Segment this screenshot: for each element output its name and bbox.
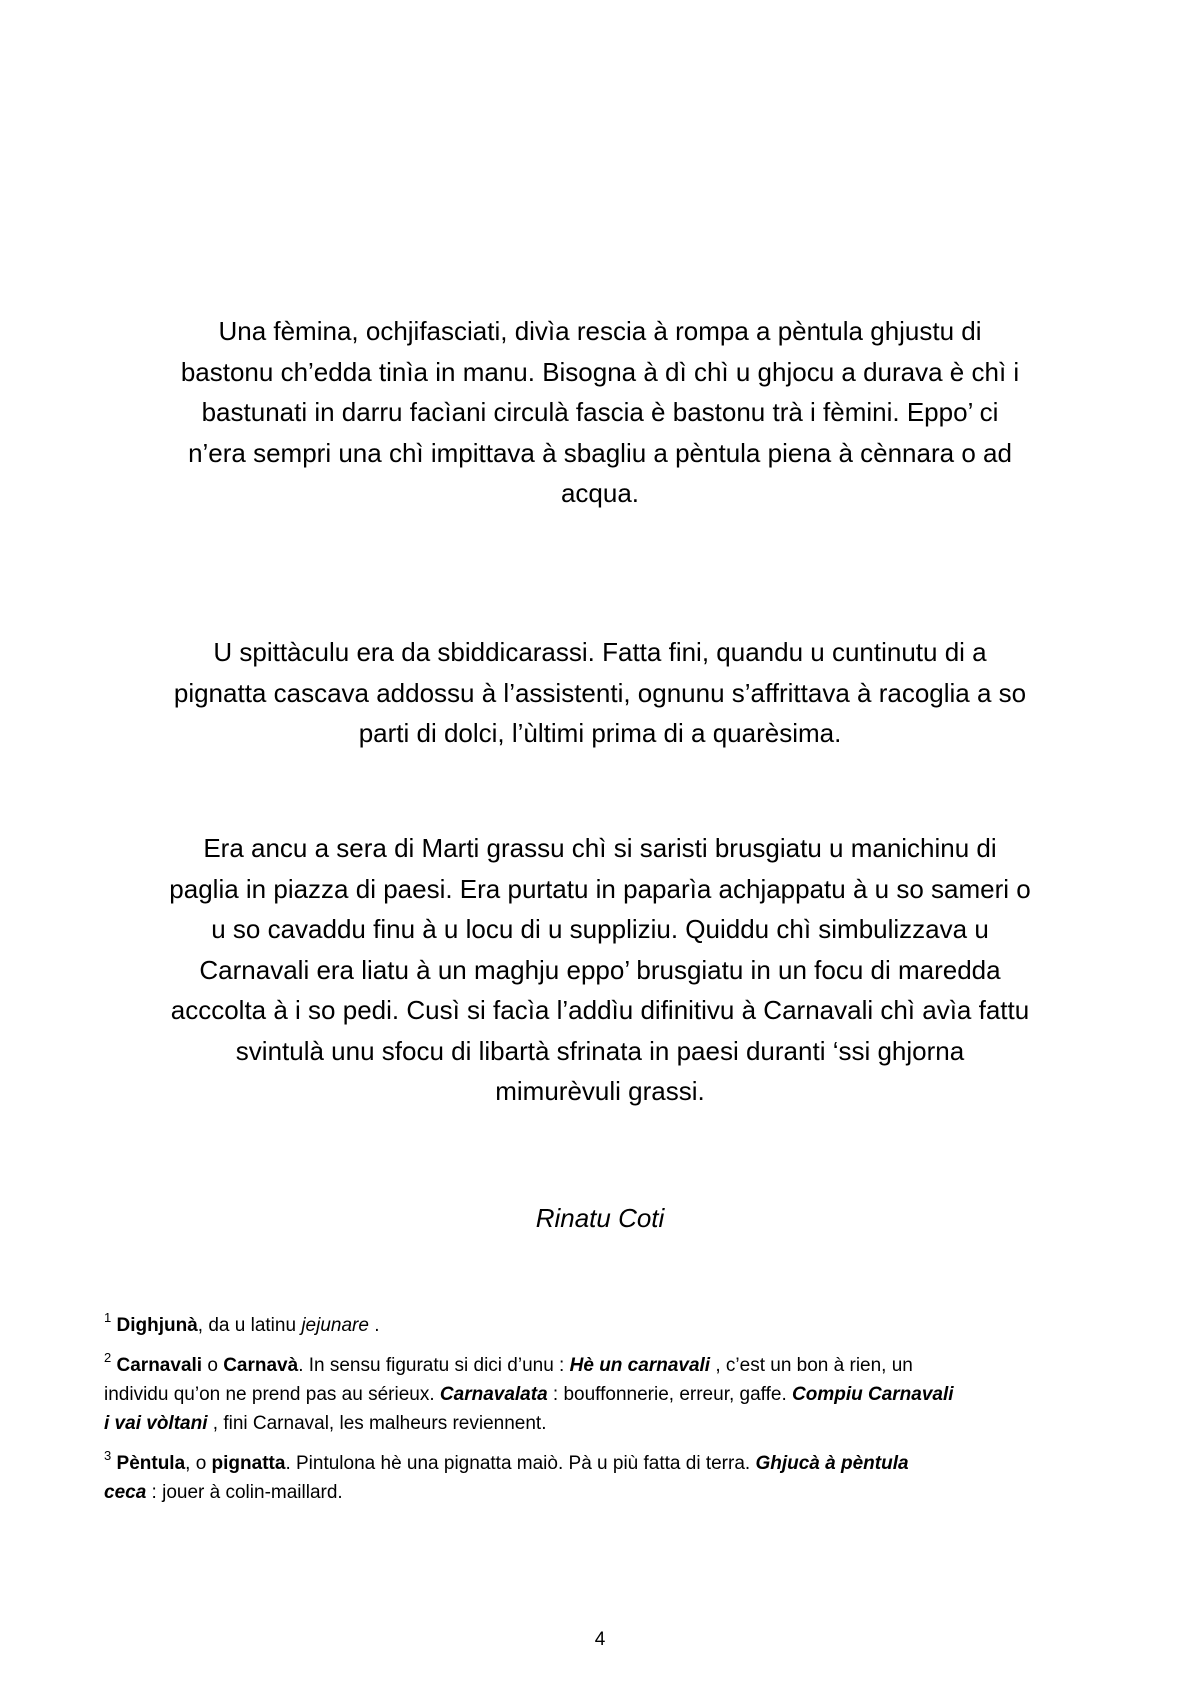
footnote-text: : bouffonnerie, erreur, gaffe. (547, 1384, 792, 1405)
footnote-line (104, 1409, 1104, 1438)
footnote-text: , da u latinu (197, 1315, 302, 1336)
footnote-text: individu qu’on ne prend pas au sérieux. (104, 1384, 440, 1405)
paragraph-line: svintulà unu sfocu di libartà sfrinata in paesi duranti ‘ssi ghjorna (235, 1035, 965, 1066)
paragraph-1 (100, 311, 1100, 514)
footnote-line (104, 1449, 1104, 1478)
paragraph-line: U spittàculu era da sbiddicarassi. Fatta fini, quandu u cuntinutu di a (213, 637, 987, 667)
paragraph-line: Era ancu a sera di Marti grassu chì si saristi brusgiatu u manichinu di (203, 833, 997, 863)
footnotes (104, 1311, 1104, 1518)
footnote-text: . In sensu figuratu si dici d’unu : (298, 1355, 570, 1376)
paragraph-3 (100, 828, 1100, 1112)
footnote-number: 1 (104, 1309, 112, 1325)
footnote-phrase: Carnavalata (439, 1384, 548, 1405)
footnote-text: o (202, 1355, 224, 1376)
footnote-number: 2 (104, 1349, 112, 1365)
footnote-phrase: i vai vòltani (104, 1413, 208, 1434)
footnote-phrase: Compiu Carnavali (792, 1384, 954, 1405)
paragraph-line: bastunati in darru facìani circulà fascia è bastonu trà i fèmini. Eppo’ ci (201, 397, 999, 427)
footnote-line (104, 1380, 1104, 1409)
footnote-line (104, 1311, 1104, 1340)
footnote-text: , o (185, 1453, 212, 1474)
author-signature: Rinatu Coti (535, 1203, 665, 1233)
paragraph-line: u so cavaddu finu à u locu di u suppliziu. Quiddu chì simbulizzava u (211, 914, 989, 944)
paragraph-line: pignatta cascava addossu à l’assistenti, ognunu s’affrittava à racoglia a so (173, 677, 1027, 708)
footnote-2 (104, 1351, 1104, 1438)
footnote-line (104, 1351, 1104, 1380)
footnote-term: pignatta (211, 1453, 286, 1474)
footnote-line (104, 1478, 1104, 1507)
paragraph-line: paglia in piazza di paesi. Era purtatu in paparìa achjappatu à u so sameri o (169, 873, 1031, 904)
paragraph-line: Carnavali era liatu à un maghju eppo’ brusgiatu in un focu di maredda (199, 954, 1001, 985)
paragraph-line: bastonu ch’edda tinìa in manu. Bisogna à dì chì u ghjocu a durava è chì i (180, 356, 1020, 387)
footnote-text: . (368, 1315, 380, 1336)
footnote-number: 3 (104, 1447, 112, 1463)
footnote-latin: jejunare (301, 1315, 369, 1336)
footnote-term: Pèntula (116, 1453, 186, 1474)
footnote-term: Carnavali (116, 1355, 203, 1376)
footnote-1 (104, 1311, 1104, 1340)
paragraph-line: acqua. (560, 478, 640, 508)
paragraph-line: Una fèmina, ochjifasciati, divìa rescia à rompa a pèntula ghjustu di (218, 316, 982, 346)
footnote-phrase: Hè un carnavali (569, 1355, 711, 1376)
paragraph-line: n’era sempri una chì impittava à sbagliu a pèntula piena à cènnara o ad (188, 437, 1012, 468)
footnote-3 (104, 1449, 1104, 1507)
footnote-text: , fini Carnaval, les malheurs reviennent. (207, 1413, 547, 1434)
footnote-phrase: ceca (104, 1482, 147, 1503)
footnote-phrase: Ghjucà à pèntula (755, 1453, 909, 1474)
paragraph-2 (100, 632, 1100, 754)
footnote-text: . Pintulona hè una pignatta maiò. Pà u più fatta di terra. (285, 1453, 756, 1474)
footnote-term: Dighjunà (116, 1315, 198, 1336)
paragraph-line: mimurèvuli grassi. (495, 1076, 705, 1106)
page-number: 4 (594, 1629, 606, 1650)
footnote-text: : jouer à colin-maillard. (146, 1482, 343, 1503)
footnote-term: Carnavà (223, 1355, 299, 1376)
paragraph-line: acccolta à i so pedi. Cusì si facìa l’addìu difinitivu à Carnavali chì avìa fattu (170, 995, 1030, 1025)
footnote-text: , c’est un bon à rien, un (710, 1355, 913, 1376)
paragraph-line: parti di dolci, l’ùltimi prima di a quarèsima. (358, 718, 842, 748)
